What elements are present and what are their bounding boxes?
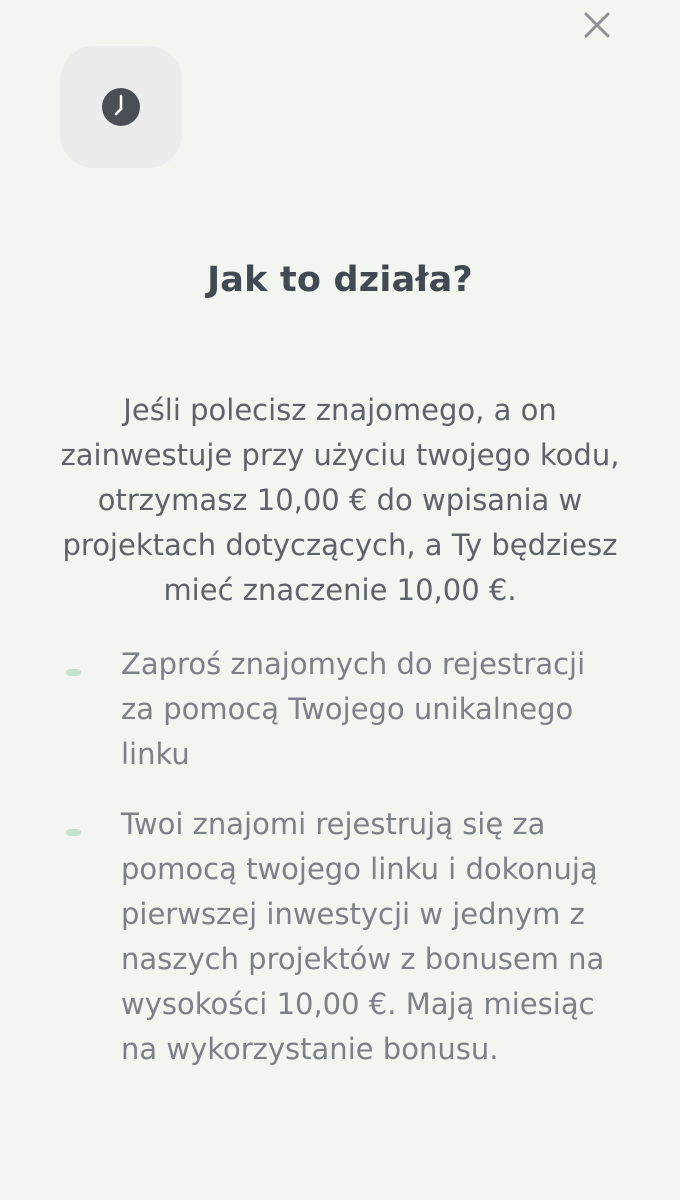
bullet-icon — [66, 829, 81, 836]
step-text: Twoi znajomi rejestrują się za pomocą twojego linku i dokonują pierwszej inwestycji w jednym z naszych projektów z bonusem na wysokości 10,00 €. Mają miesiąc na wykorzystanie bonusu. — [121, 807, 605, 1066]
step-item — [66, 642, 626, 777]
clock-icon — [101, 87, 141, 127]
header-icon-card — [60, 46, 182, 168]
close-button[interactable] — [578, 10, 616, 40]
close-icon — [583, 11, 611, 39]
step-text: Zaproś znajomych do rejestracji za pomocą Twojego unikalnego linku — [121, 647, 586, 771]
bullet-icon — [66, 669, 81, 676]
intro-text: Jeśli polecisz znajomego, a on zainwestuje przy użyciu twojego kodu, otrzymasz 10,00 € do wpisania w projektach dotyczących, a Ty będziesz mieć znaczenie 10,00 €. — [60, 393, 620, 607]
step-item — [66, 802, 626, 1072]
page-title: Jak to działa? — [207, 260, 473, 300]
steps-list — [66, 642, 626, 1097]
